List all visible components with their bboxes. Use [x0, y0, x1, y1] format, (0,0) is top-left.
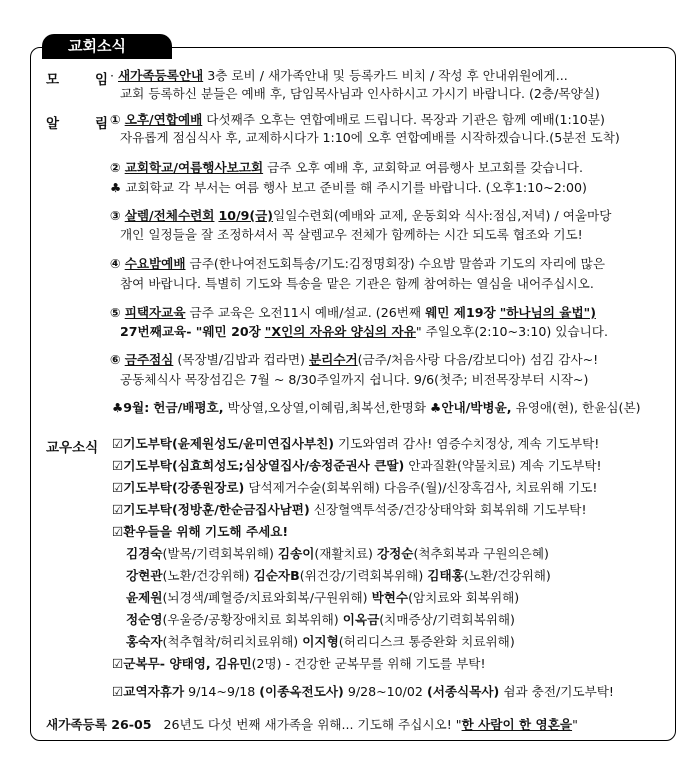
vacation-note: 쉼과 충전/기도부탁! — [503, 684, 614, 699]
notice-6-title: 금주점심 — [124, 352, 174, 367]
footer-quote: 한 사람이 한 영혼을 — [461, 717, 573, 732]
checkbox-icon: ☑ — [112, 684, 124, 699]
notice-1-line-2: 자유롭게 점심식사 후, 교제하시다가 1:10에 오후 연합예배를 시작하겠습니다.(5분전 도착) — [120, 130, 620, 145]
section-label-news: 교우소식 — [46, 440, 99, 456]
notice-5-line-2 — [120, 324, 608, 340]
notice-1-line-1 — [110, 112, 605, 128]
vacation-2-name: (서종식목사) — [426, 684, 500, 699]
section-label-moim-2: 임 — [95, 72, 109, 88]
notice-1-text: 다섯째주 오후는 연합예배로 드립니다. 목장과 기관은 함께 예배(1:10분) — [206, 112, 605, 127]
notice-5-line-1 — [110, 305, 596, 321]
patient-detail: (노환/건강위해) — [162, 568, 250, 583]
offering-label: 헌금/배평호, — [153, 400, 224, 415]
patient-detail: (척추회복과 구원의은혜) — [413, 546, 549, 561]
vacation-1-name: (이종옥전도사) — [259, 684, 344, 699]
patient-name: 김순자B — [253, 568, 300, 583]
patient-row-1 — [126, 546, 549, 562]
patient-name: 홍숙자 — [126, 634, 163, 649]
patient-name: 강현관 — [126, 568, 163, 583]
offering-names: 박상열,오상열,이혜림,최복선,한명화 — [227, 400, 427, 415]
patient-row-3 — [126, 590, 519, 606]
notice-5-text-f: " 주일오후(2:10~3:10) 있습니다. — [415, 324, 608, 339]
patient-detail: (재활치료) — [314, 546, 373, 561]
patient-name: 이옥금 — [342, 612, 380, 627]
notice-2-text: 금주 오후 예배 후, 교회학교 여름행사 보고회를 갖습니다. — [267, 160, 583, 175]
patient-detail: (발목/기력회복위해) — [162, 546, 274, 561]
section-label-alrim-2: 림 — [95, 116, 109, 132]
moim-text-1: 3층 로비 / 새가족안내 및 등록카드 비치 / 작성 후 안내위원에게... — [207, 68, 568, 83]
patient-name: 김태홍 — [427, 568, 464, 583]
patient-name: 이지형 — [302, 634, 339, 649]
notice-2-line-2 — [110, 180, 587, 196]
notice-5-text-a: 금주 교육은 오전11시 예배/설교. (26번째 — [189, 305, 422, 320]
notice-3-line-2: 개인 일정들을 잘 조정하셔서 꼭 살렘교우 전체가 함께하는 시간 되도록 협조와 기도! — [120, 227, 583, 242]
moim-line-2: 교회 등록하신 분들은 예배 후, 담임목사님과 인사하시고 가시기 바랍니다. (2층/목양실) — [120, 86, 600, 101]
checkbox-icon: ☑ — [112, 524, 124, 539]
vacation-1-dates: 9/14~9/18 — [188, 684, 256, 699]
prayer-5-title: 환우들을 위해 기도해 주세요! — [123, 524, 289, 539]
notice-4-title: 수요밤예배 — [124, 256, 186, 271]
prayer-2 — [112, 458, 602, 474]
checkbox-icon: ☑ — [112, 436, 124, 451]
checkbox-icon: ☑ — [112, 458, 124, 473]
prayer-7 — [112, 684, 614, 700]
notice-3-number: ③ — [110, 208, 121, 223]
prayer-6 — [112, 656, 486, 672]
prayer-5 — [112, 524, 288, 540]
quote-mark: " — [572, 717, 578, 732]
prayer-6-text: (2명) - 건강한 군복무를 위해 기도를 부탁! — [251, 656, 486, 671]
section-title-tab — [42, 34, 172, 59]
patient-detail: (허리디스크 통증완화 치료위해) — [338, 634, 515, 649]
prayer-2-text: 안과질환(약물치료) 계속 기도부탁! — [408, 458, 602, 473]
notice-4-text: 금주(한나여전도회특송/기도:김정명회장) 수요밤 말씀과 기도의 자리에 많은 — [189, 256, 605, 271]
checkbox-icon: ☑ — [112, 502, 124, 517]
page-title: 교회소식 — [68, 37, 126, 55]
prayer-4 — [112, 502, 587, 518]
notice-1-number: ① — [110, 112, 121, 127]
notice-6-line-1 — [110, 352, 598, 368]
prayer-6-title: 군복무- 양태영, 김유민 — [123, 656, 252, 671]
notice-6-line-2: 공동체식사 목장섬김은 7월 ~ 8/30주일까지 쉽니다. 9/6(첫주; 비전목장부터 시작~) — [120, 372, 589, 387]
notice-3-date: 10/9(금) — [218, 208, 274, 223]
prayer-2-title: 기도부탁(심효희성도;심상열집사/송정준권사 큰딸) — [123, 458, 405, 473]
notice-4-line-1 — [110, 256, 605, 272]
prayer-1-text: 기도와염려 감사! 염증수치정상, 계속 기도부탁! — [338, 436, 600, 451]
prayer-7-title: 교역자휴가 — [123, 684, 185, 699]
patient-detail: (우울증/공황장애치료 회복위해) — [162, 612, 339, 627]
section-label-alrim-1: 알 — [46, 116, 60, 132]
prayer-3-title: 기도부탁(강종원장로) — [123, 480, 245, 495]
duty-line — [112, 400, 641, 416]
notice-5-text-d: 27번째교육- "웨민 20장 — [120, 324, 261, 339]
patient-row-2 — [126, 568, 551, 584]
footer-line — [46, 717, 578, 733]
notice-5-text-e: "X인의 자유와 양심의 자유 — [264, 324, 416, 339]
prayer-4-title: 기도부탁(정방훈/한순금집사남편) — [123, 502, 310, 517]
notice-5-number: ⑤ — [110, 305, 121, 320]
footer-label: 새가족등록 26-05 — [46, 717, 152, 732]
notice-6-text-b: (금주/처음사랑 다음/캄보디아) 섬김 감사~! — [357, 352, 599, 367]
notice-5-text-c: "하나님의 율법") — [499, 305, 596, 320]
guide-names: 유영애(현), 한윤심(본) — [515, 400, 641, 415]
prayer-3-text: 담석제거수술(회복위해) 다음주(월)/신장혹검사, 치료위해 기도! — [248, 480, 598, 495]
notice-5-title: 피택자교육 — [124, 305, 186, 320]
patient-row-4 — [126, 612, 515, 628]
patient-detail: (암치료와 회복위해) — [408, 590, 520, 605]
notice-3-title: 살렘/전체수련회 — [124, 208, 215, 223]
patient-detail: (노환/건강위해) — [463, 568, 551, 583]
patient-row-5 — [126, 634, 515, 650]
notice-5-text-b: 웨민 제19장 — [425, 305, 496, 320]
patient-detail: (척추협착/허리치료위해) — [162, 634, 299, 649]
notice-2-title: 교회학교/여름행사보고회 — [124, 160, 264, 175]
patient-name: 강정순 — [376, 546, 414, 561]
patient-detail: (치매증상/기력회복위해) — [379, 612, 515, 627]
prayer-1 — [112, 436, 599, 452]
patient-name: 윤제원 — [126, 590, 163, 605]
footer-text: 26년도 다섯 번째 새가족을 위해... 기도해 주십시오! — [163, 717, 452, 732]
prayer-1-title: 기도부탁(윤제원성도/윤미연집사부친) — [123, 436, 335, 451]
moim-line-1: · 새가족등록안내 3층 로비 / 새가족안내 및 등록카드 비치 / 작성 후 안내위원에게... — [110, 68, 568, 83]
duty-label: 9월: — [123, 400, 150, 415]
notice-6-text-a: (목장별/김밥과 컵라면) — [177, 352, 305, 367]
patient-detail: (뇌경색/폐혈증/치료와회복/구원위해) — [162, 590, 368, 605]
patient-detail: (위건강/기력회복위해) — [299, 568, 424, 583]
checkbox-icon: ☑ — [112, 656, 124, 671]
vacation-2-dates: 9/28~10/02 — [347, 684, 423, 699]
notice-4-line-2: 참여 바랍니다. 특별히 기도와 특송을 맡은 기관은 함께 참여하는 열심을 내어주십시오. — [120, 276, 594, 291]
notice-1-title: 오후/연합예배 — [124, 112, 203, 127]
club-icon: ♣ — [110, 180, 122, 195]
notice-2-line-1 — [110, 160, 583, 176]
notice-6-title-2: 분리수거 — [308, 352, 358, 367]
notice-3-text: 일일수련회(예배와 교제, 운동회와 식사:점심,저녁) / 여울마당 — [273, 208, 612, 223]
notice-3-line-1 — [110, 208, 611, 224]
notice-6-number: ⑥ — [110, 352, 121, 367]
patient-name: 김송이 — [277, 546, 315, 561]
moim-title: 새가족등록안내 — [118, 68, 204, 83]
notice-2-text-2: 교회학교 각 부서는 여름 행사 보고 준비를 해 주시기를 바랍니다. (오후1:10~2:00) — [125, 180, 587, 195]
section-label-moim-1: 모 — [46, 72, 60, 88]
quote-mark: " — [455, 717, 462, 732]
checkbox-icon: ☑ — [112, 480, 124, 495]
patient-name: 김경숙 — [126, 546, 163, 561]
club-icon: ♣ — [112, 400, 124, 415]
patient-name: 정순영 — [126, 612, 163, 627]
notice-2-number: ② — [110, 160, 121, 175]
guide-label: ♣안내/박병윤, — [430, 400, 512, 415]
notice-4-number: ④ — [110, 256, 121, 271]
prayer-3 — [112, 480, 597, 496]
prayer-4-text: 신장혈액투석중/건강상태악화 회복위해 기도부탁! — [313, 502, 587, 517]
patient-name: 박현수 — [371, 590, 409, 605]
